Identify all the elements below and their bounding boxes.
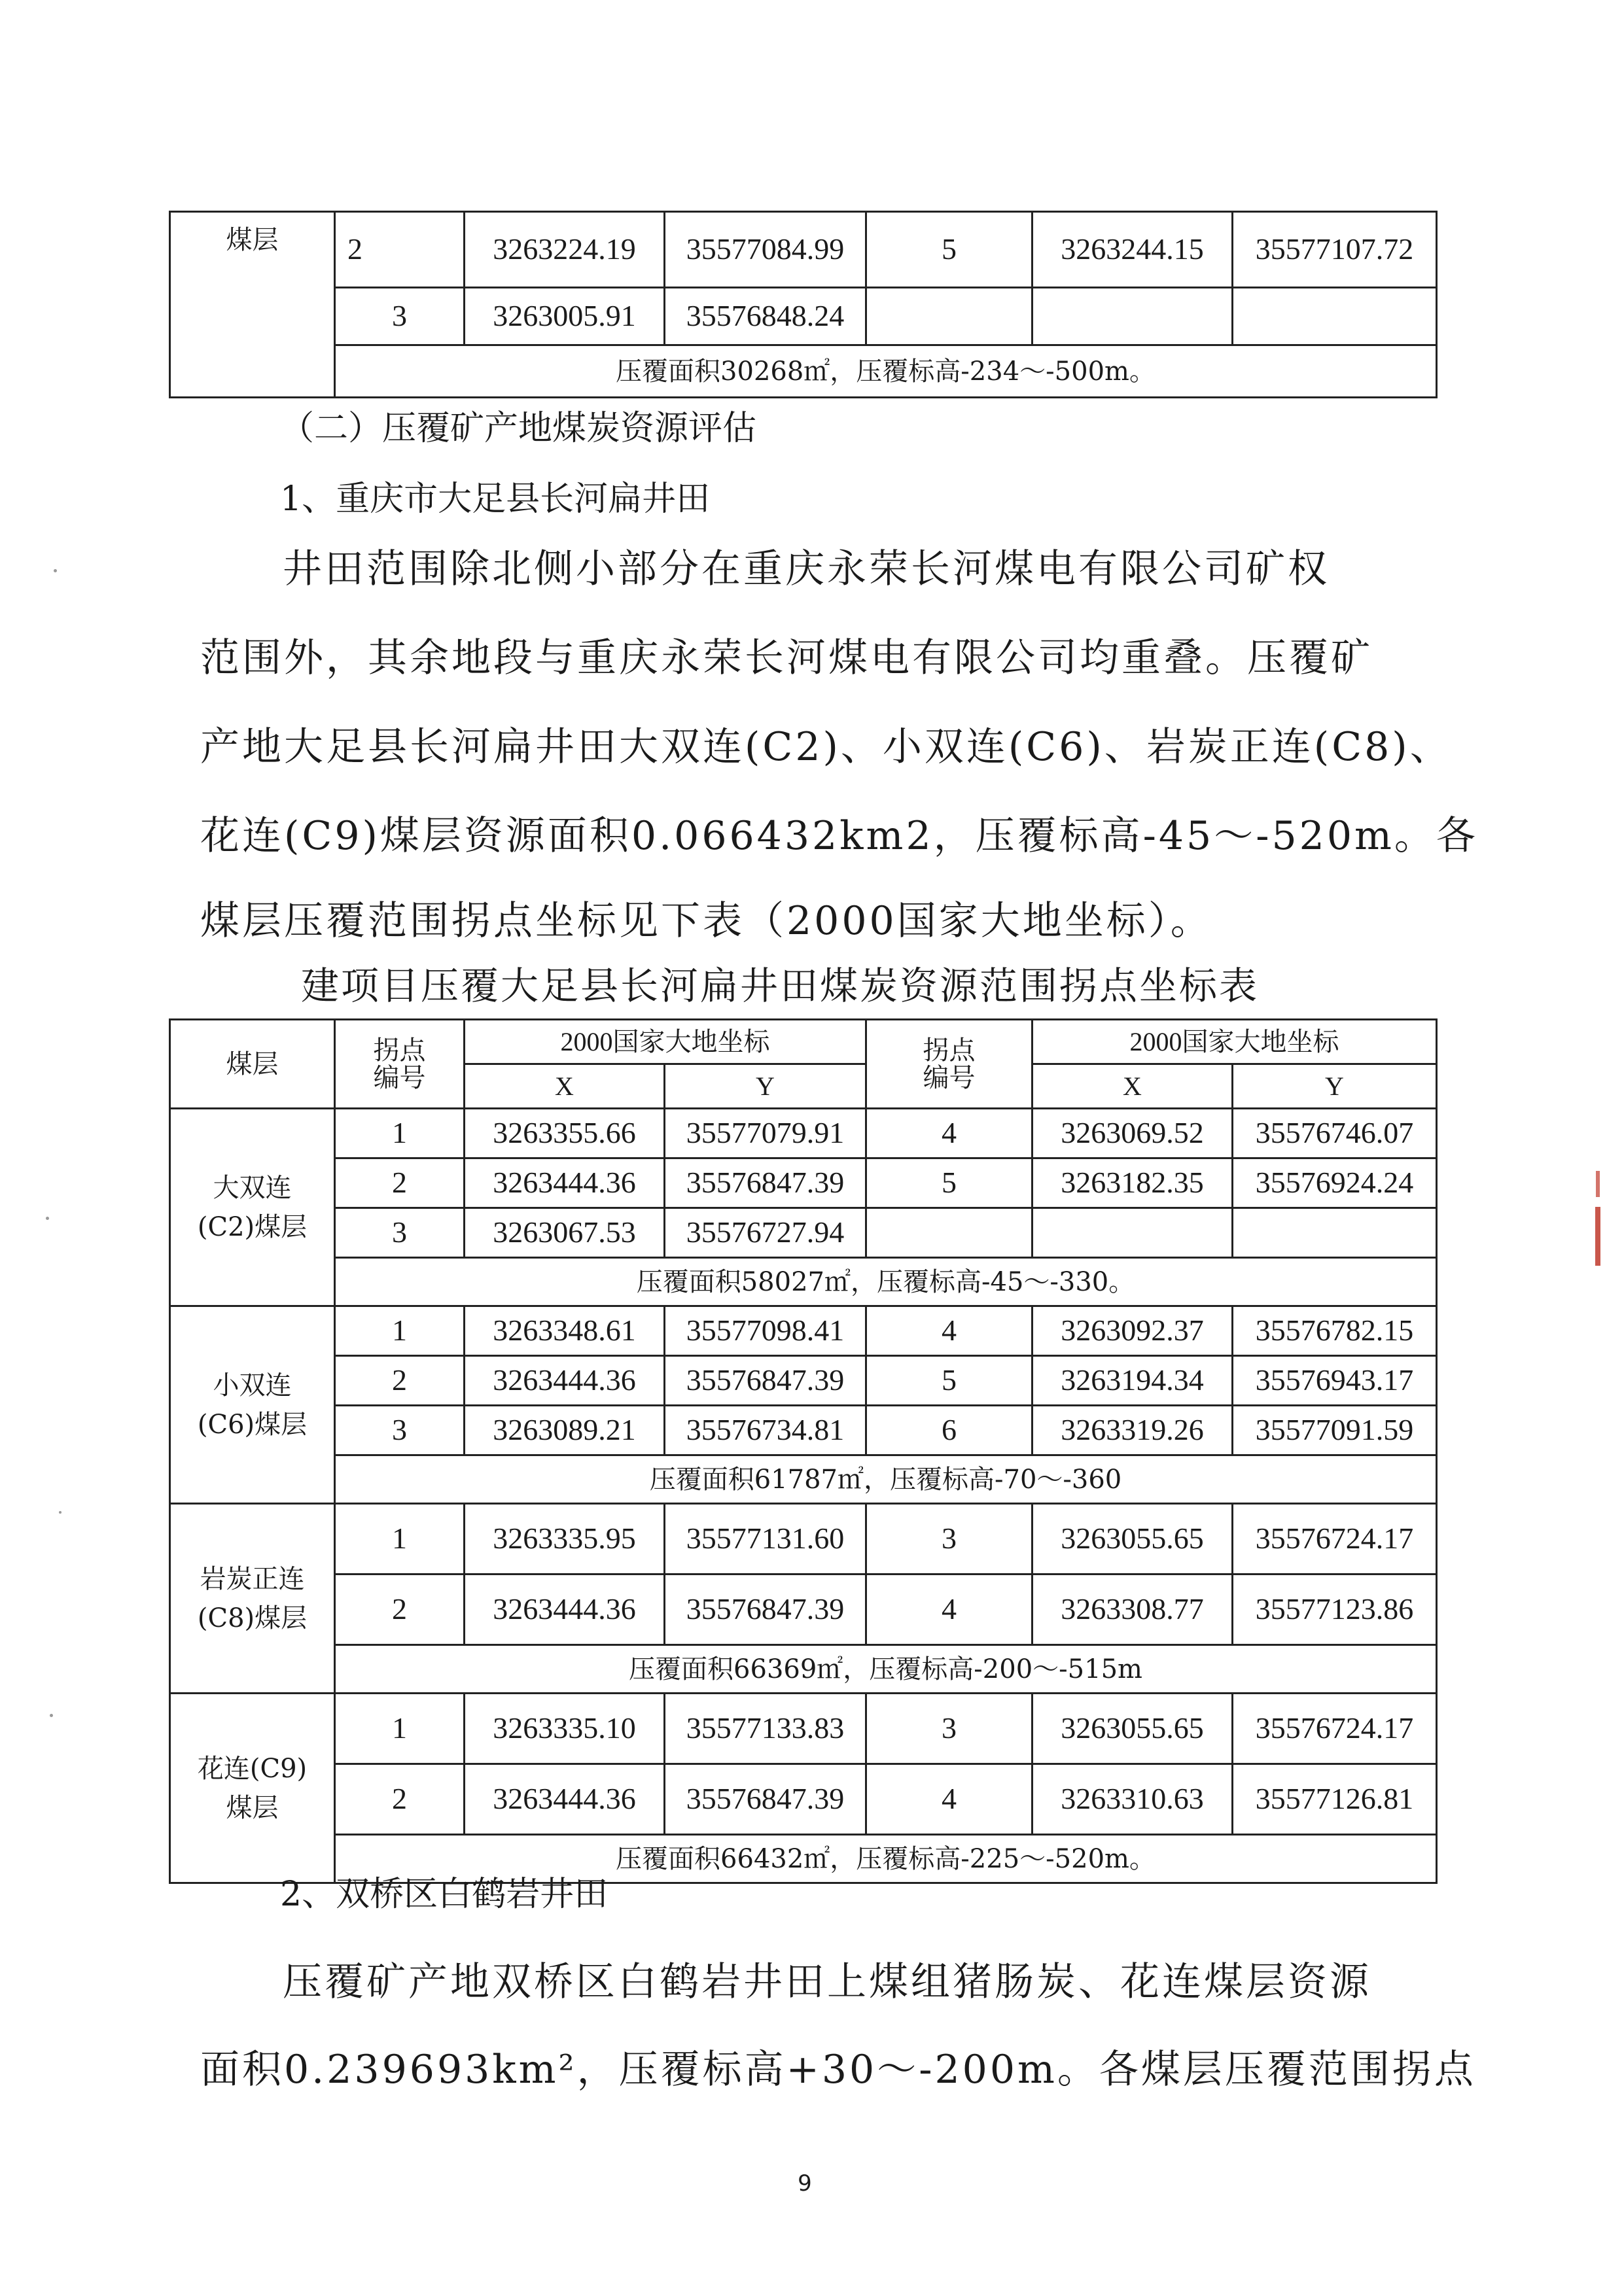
table-row bbox=[170, 1574, 1437, 1645]
cell-x1: 3263355.66 bbox=[465, 1109, 665, 1158]
footer-cell: 压覆面积30268㎡，压覆标高-234～-500m。 bbox=[335, 345, 1437, 398]
paragraph-2-line-2: 面积0.239693km²，压覆标高+30～-200m。各煤层压覆范围拐点 bbox=[200, 2047, 1476, 2093]
cell-n1: 2 bbox=[335, 1574, 465, 1645]
cell-x2: 3263194.34 bbox=[1033, 1356, 1233, 1406]
group-footer-cell: 压覆面积66369㎡，压覆标高-200～-515m bbox=[335, 1645, 1437, 1694]
cell-n2: 6 bbox=[866, 1406, 1033, 1455]
cell-n1: 1 bbox=[335, 1694, 465, 1764]
cell-n2 bbox=[866, 288, 1033, 345]
table-row bbox=[170, 1764, 1437, 1835]
seam-name-cell: 大双连(C2)煤层 bbox=[170, 1109, 335, 1306]
cell-y2: 35576943.17 bbox=[1233, 1356, 1437, 1406]
cell-x2: 3263055.65 bbox=[1033, 1694, 1233, 1764]
cell-n2: 5 bbox=[866, 1356, 1033, 1406]
cell-x1: 3263089.21 bbox=[465, 1406, 665, 1455]
cell-y1: 35576847.39 bbox=[665, 1764, 866, 1835]
table-footer-row bbox=[170, 345, 1437, 398]
paragraph-1-line-2: 范围外，其余地段与重庆永荣长河煤电有限公司均重叠。压覆矿 bbox=[200, 635, 1373, 681]
paragraph-2-line-1: 压覆矿产地双桥区白鹤岩井田上煤组猪肠炭、花连煤层资源 bbox=[283, 1959, 1371, 2005]
scan-speck bbox=[54, 569, 57, 572]
cell-n2: 5 bbox=[866, 1158, 1033, 1208]
table-row bbox=[170, 1109, 1437, 1158]
group-footer-row bbox=[170, 1455, 1437, 1504]
cell-n1: 1 bbox=[335, 1306, 465, 1356]
group-footer-cell: 压覆面积66432㎡，压覆标高-225～-520m。 bbox=[335, 1835, 1437, 1883]
cell-y1: 35577084.99 bbox=[665, 212, 866, 288]
cell-n1: 3 bbox=[335, 1208, 465, 1258]
cell-x2: 3263182.35 bbox=[1033, 1158, 1233, 1208]
header-point-no-2: 拐点编号 bbox=[866, 1020, 1033, 1109]
cell-n2: 4 bbox=[866, 1574, 1033, 1645]
cell-n1: 3 bbox=[335, 288, 465, 345]
coordinate-table bbox=[169, 1018, 1438, 1884]
cell-x2: 3263055.65 bbox=[1033, 1504, 1233, 1574]
coordinate-table-continued bbox=[169, 211, 1438, 398]
cell-n1: 3 bbox=[335, 1406, 465, 1455]
table-row bbox=[170, 1306, 1437, 1356]
cell-y1: 35577131.60 bbox=[665, 1504, 866, 1574]
cell-y1: 35577079.91 bbox=[665, 1109, 866, 1158]
paragraph-1-line-3: 产地大足县长河扁井田大双连(C2)、小双连(C6)、岩炭正连(C8)、 bbox=[200, 724, 1452, 770]
cell-x1: 3263224.19 bbox=[465, 212, 665, 288]
cell-n2: 5 bbox=[866, 212, 1033, 288]
header-y: Y bbox=[665, 1064, 866, 1109]
cell-x1: 3263444.36 bbox=[465, 1764, 665, 1835]
table-row bbox=[170, 1356, 1437, 1406]
table-row bbox=[170, 1208, 1437, 1258]
cell-y1: 35576847.39 bbox=[665, 1356, 866, 1406]
seam-name-cell: 小双连(C6)煤层 bbox=[170, 1306, 335, 1504]
scan-speck bbox=[46, 1217, 49, 1220]
cell-x1: 3263005.91 bbox=[465, 288, 665, 345]
cell-y1: 35576847.39 bbox=[665, 1574, 866, 1645]
cell-n2: 4 bbox=[866, 1764, 1033, 1835]
paragraph-1-line-5: 煤层压覆范围拐点坐标见下表（2000国家大地坐标）。 bbox=[200, 898, 1212, 944]
cell-y2: 35576724.17 bbox=[1233, 1504, 1437, 1574]
cell-x1: 3263444.36 bbox=[465, 1158, 665, 1208]
cell-y2: 35577091.59 bbox=[1233, 1406, 1437, 1455]
cell-y2: 35577123.86 bbox=[1233, 1574, 1437, 1645]
cell-n2: 3 bbox=[866, 1694, 1033, 1764]
cell-x1: 3263335.10 bbox=[465, 1694, 665, 1764]
cell-x1: 3263348.61 bbox=[465, 1306, 665, 1356]
cell-n2: 4 bbox=[866, 1109, 1033, 1158]
cell-x2: 3263308.77 bbox=[1033, 1574, 1233, 1645]
group-footer-cell: 压覆面积61787㎡，压覆标高-70～-360 bbox=[335, 1455, 1437, 1504]
cell-y2: 35577107.72 bbox=[1233, 212, 1437, 288]
cell-n2 bbox=[866, 1208, 1033, 1258]
cell-y1: 35576727.94 bbox=[665, 1208, 866, 1258]
cell-x2: 3263310.63 bbox=[1033, 1764, 1233, 1835]
cell-y2: 35576746.07 bbox=[1233, 1109, 1437, 1158]
section-heading: （二）压覆矿产地煤炭资源评估 bbox=[280, 409, 757, 448]
cell-y2 bbox=[1233, 1208, 1437, 1258]
header-y-2: Y bbox=[1233, 1064, 1437, 1109]
page-number: 9 bbox=[798, 2170, 812, 2197]
header-coord-system: 2000国家大地坐标 bbox=[465, 1020, 866, 1064]
cell-x2: 3263244.15 bbox=[1033, 212, 1233, 288]
cell-y1: 35577133.83 bbox=[665, 1694, 866, 1764]
cell-y1: 35576847.39 bbox=[665, 1158, 866, 1208]
cell-n1: 2 bbox=[335, 1158, 465, 1208]
cell-n1: 1 bbox=[335, 1109, 465, 1158]
header-x-2: X bbox=[1033, 1064, 1233, 1109]
cell-y2: 35576724.17 bbox=[1233, 1694, 1437, 1764]
continued-table-body bbox=[170, 212, 1437, 398]
cell-x1: 3263444.36 bbox=[465, 1574, 665, 1645]
paragraph-1-line-4: 花连(C9)煤层资源面积0.066432km2，压覆标高-45～-520m。各 bbox=[200, 813, 1478, 859]
header-x: X bbox=[465, 1064, 665, 1109]
cell-x2 bbox=[1033, 288, 1233, 345]
cell-x2: 3263092.37 bbox=[1033, 1306, 1233, 1356]
scan-speck bbox=[59, 1511, 62, 1514]
cell-x2: 3263319.26 bbox=[1033, 1406, 1233, 1455]
cell-y1: 35576734.81 bbox=[665, 1406, 866, 1455]
cell-x1: 3263444.36 bbox=[465, 1356, 665, 1406]
seam-name-cell: 花连(C9)煤层 bbox=[170, 1694, 335, 1883]
header-coord-system-2: 2000国家大地坐标 bbox=[1033, 1020, 1437, 1064]
cell-y2 bbox=[1233, 288, 1437, 345]
seam-name-cell: 岩炭正连(C8)煤层 bbox=[170, 1504, 335, 1694]
seam-cell: 煤层 bbox=[170, 212, 335, 398]
cell-n1: 1 bbox=[335, 1504, 465, 1574]
cell-y2: 35576782.15 bbox=[1233, 1306, 1437, 1356]
cell-x2 bbox=[1033, 1208, 1233, 1258]
coordinate-table-header bbox=[170, 1020, 1437, 1109]
cell-n1: 2 bbox=[335, 212, 465, 288]
paragraph-1-line-1: 井田范围除北侧小部分在重庆永荣长河煤电有限公司矿权 bbox=[283, 546, 1330, 592]
cell-x2: 3263069.52 bbox=[1033, 1109, 1233, 1158]
table-row bbox=[170, 288, 1437, 345]
table-row bbox=[170, 1158, 1437, 1208]
subsection-heading-2: 2、双桥区白鹤岩井田 bbox=[280, 1875, 609, 1914]
cell-x1: 3263067.53 bbox=[465, 1208, 665, 1258]
cell-y1: 35577098.41 bbox=[665, 1306, 866, 1356]
cell-y1: 35576848.24 bbox=[665, 288, 866, 345]
cell-x1: 3263335.95 bbox=[465, 1504, 665, 1574]
cell-n2: 3 bbox=[866, 1504, 1033, 1574]
cell-n1: 2 bbox=[335, 1356, 465, 1406]
group-footer-row bbox=[170, 1645, 1437, 1694]
coordinate-table-body bbox=[170, 1109, 1437, 1883]
cell-y2: 35576924.24 bbox=[1233, 1158, 1437, 1208]
table-row bbox=[170, 1406, 1437, 1455]
header-point-no: 拐点编号 bbox=[335, 1020, 465, 1109]
header-seam: 煤层 bbox=[170, 1020, 335, 1109]
table-row bbox=[170, 1694, 1437, 1764]
subsection-heading-1: 1、重庆市大足县长河扁井田 bbox=[280, 479, 711, 519]
table-row bbox=[170, 1504, 1437, 1574]
table-row bbox=[170, 212, 1437, 288]
scan-speck bbox=[50, 1714, 53, 1717]
table-caption: 建项目压覆大足县长河扁井田煤炭资源范围拐点坐标表 bbox=[301, 964, 1260, 1008]
cell-n1: 2 bbox=[335, 1764, 465, 1835]
group-footer-row bbox=[170, 1258, 1437, 1306]
cell-y2: 35577126.81 bbox=[1233, 1764, 1437, 1835]
seal-edge-mark bbox=[1594, 1171, 1603, 1269]
group-footer-cell: 压覆面积58027㎡，压覆标高-45～-330。 bbox=[335, 1258, 1437, 1306]
cell-n2: 4 bbox=[866, 1306, 1033, 1356]
